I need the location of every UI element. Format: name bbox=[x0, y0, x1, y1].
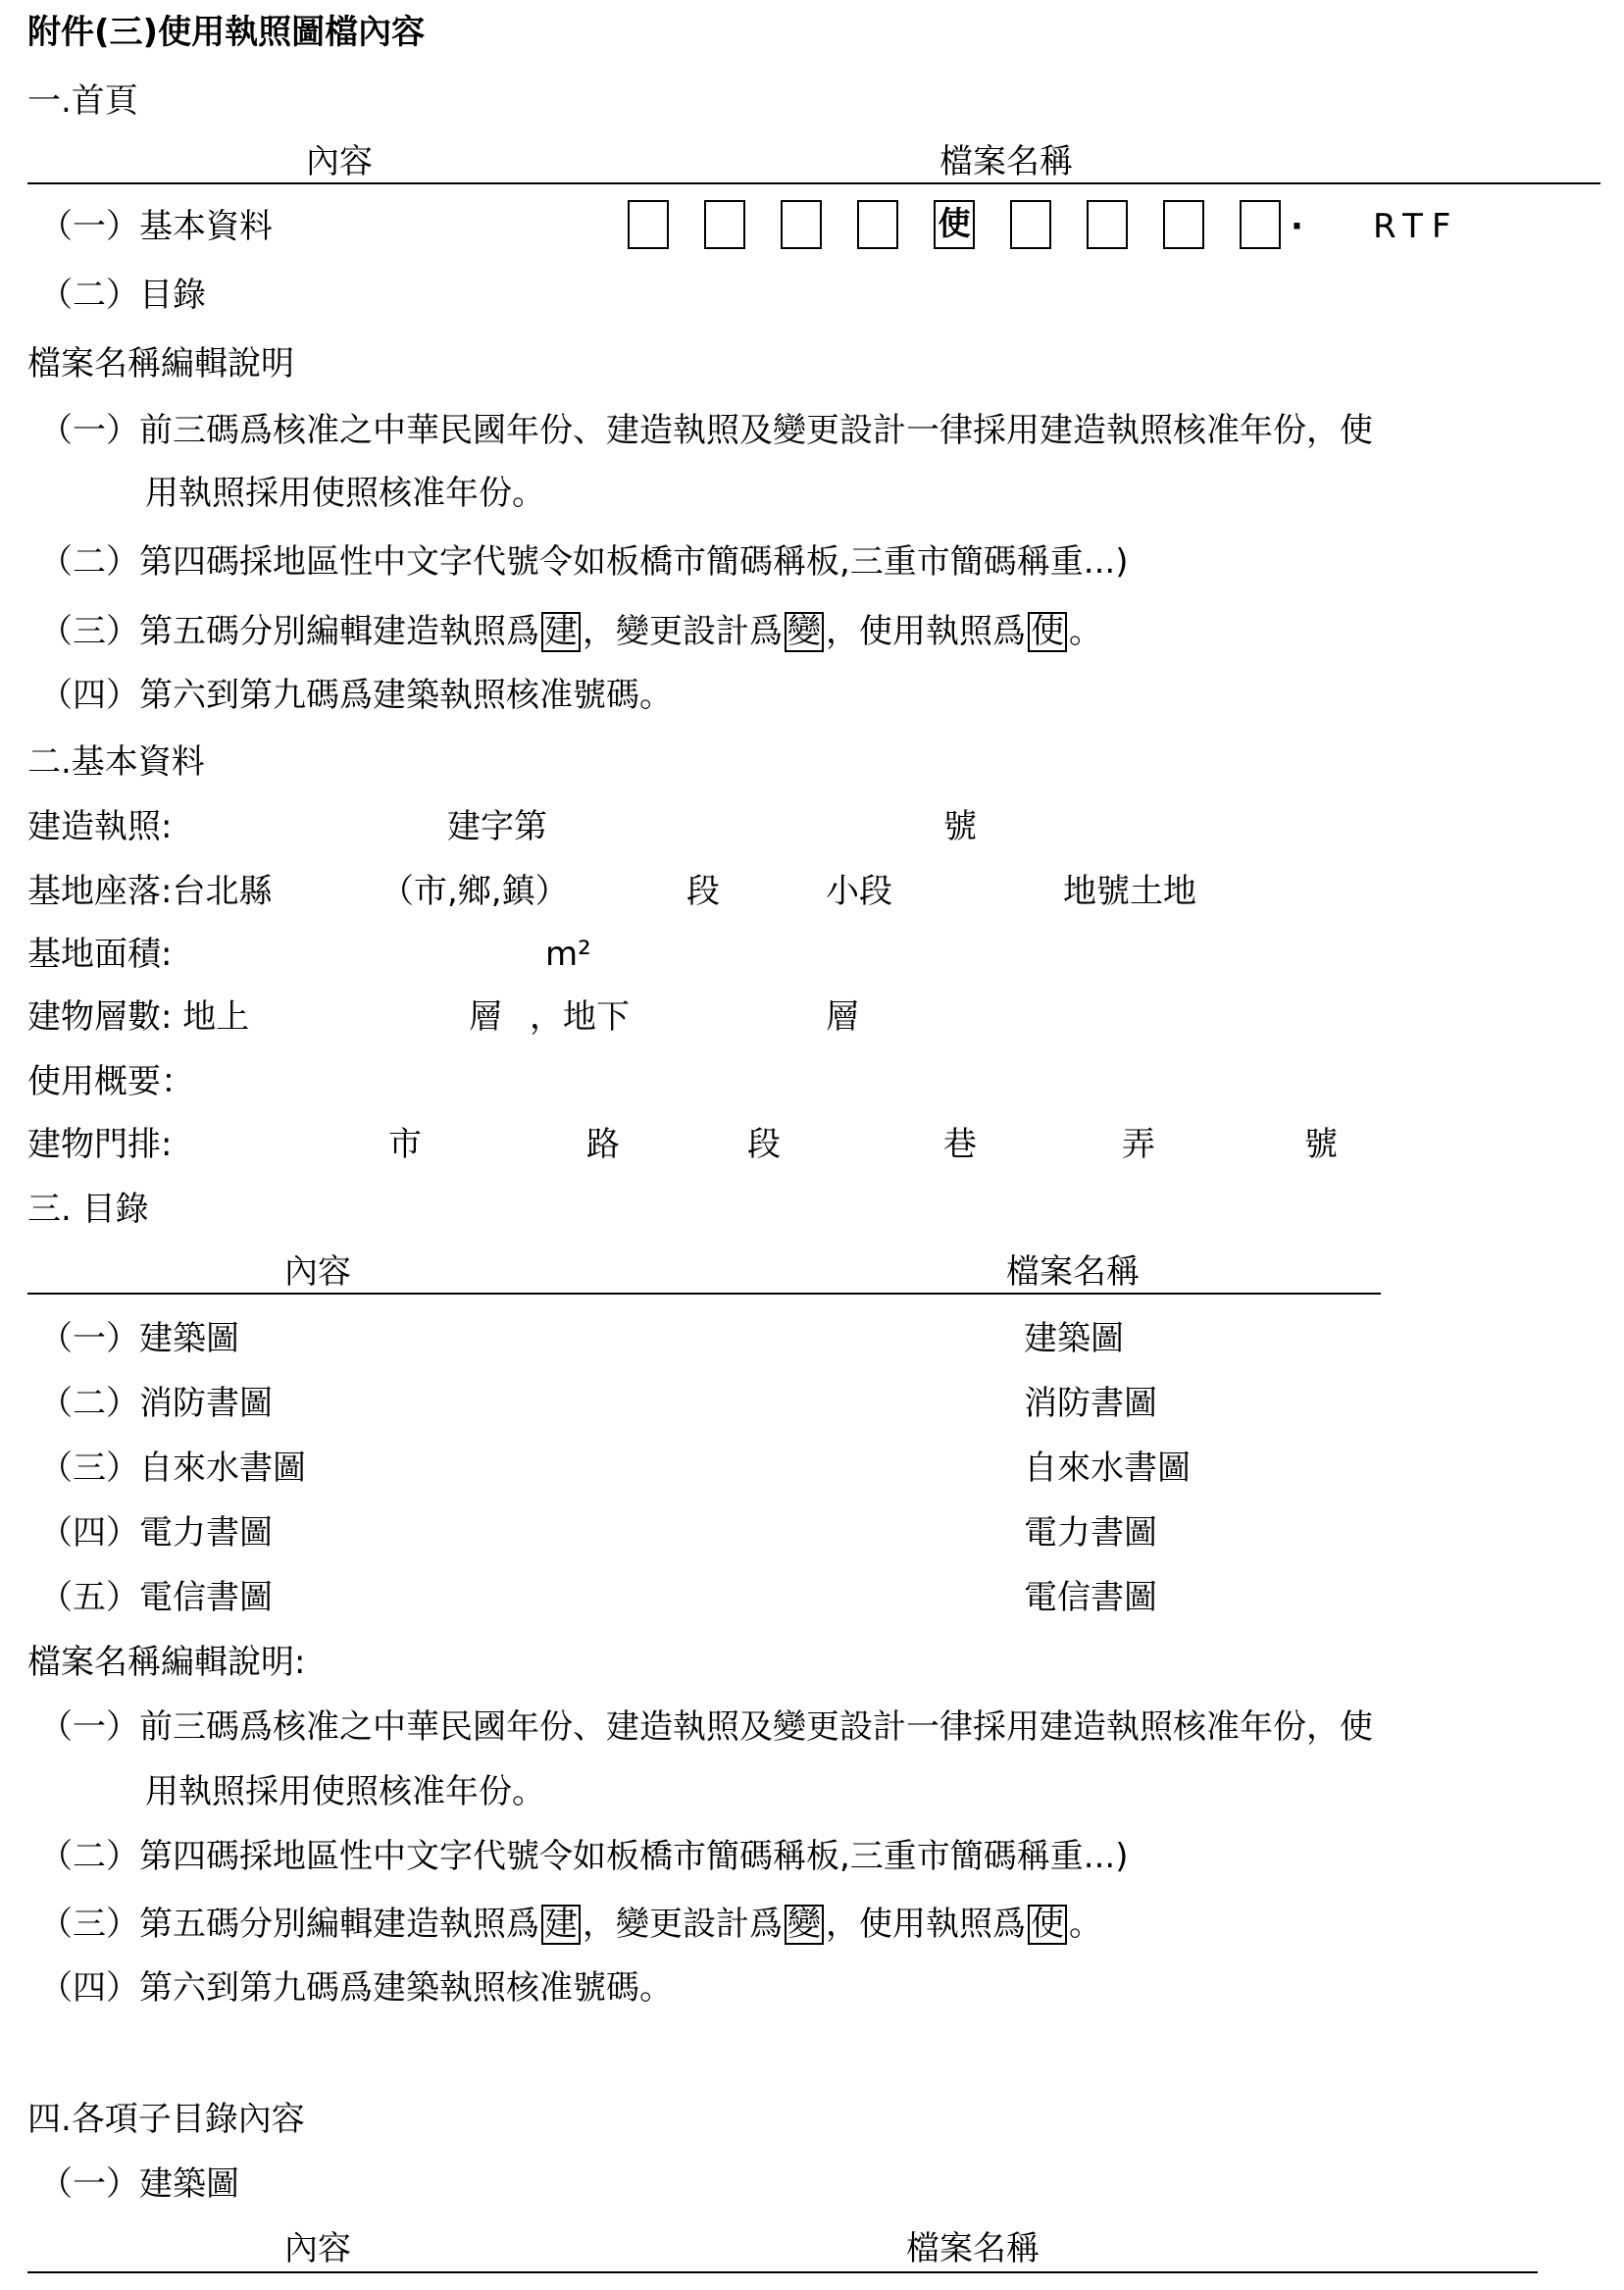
permit-no: 號 bbox=[943, 807, 977, 846]
addr-alley: 弄 bbox=[1122, 1125, 1155, 1164]
area-unit: m² bbox=[545, 935, 591, 974]
section1-note-1a: （一）前三碼爲核准之中華民國年份、建造執照及變更設計一律採用建造執照核准年份，使 bbox=[39, 411, 1373, 450]
toc-row-filename: 消防書圖 bbox=[1024, 1384, 1157, 1423]
code-box-change: 變 bbox=[785, 612, 824, 652]
code-box-use: 使 bbox=[1028, 1905, 1067, 1945]
section3-note-1a: （一）前三碼爲核准之中華民國年份、建造執照及變更設計一律採用建造執照核准年份，使 bbox=[39, 1707, 1373, 1747]
filename-box-8 bbox=[1163, 200, 1204, 249]
section3-heading: 三. 目錄 bbox=[27, 1190, 149, 1229]
permit-word: 建字第 bbox=[447, 807, 547, 846]
floors-above: 層 bbox=[469, 997, 502, 1037]
filename-box-9 bbox=[1240, 200, 1281, 249]
addr-city: 市 bbox=[388, 1125, 422, 1164]
addr-section: 段 bbox=[747, 1125, 781, 1164]
code-box-build: 建 bbox=[541, 1905, 581, 1945]
section3-notes-heading: 檔案名稱編輯說明: bbox=[27, 1643, 306, 1682]
section4-col-filename: 檔案名稱 bbox=[906, 2229, 1040, 2268]
code-box-use: 使 bbox=[1028, 612, 1067, 652]
toc-row-content: （五）電信書圖 bbox=[39, 1578, 273, 1617]
note-3-mid-text-2: ，使用執照爲 bbox=[826, 612, 1026, 651]
section1-row-toc: （二）目錄 bbox=[39, 276, 206, 315]
note-3-pre-text: （三）第五碼分別編輯建造執照爲 bbox=[39, 1905, 539, 1944]
toc-row-filename: 電力書圖 bbox=[1024, 1513, 1157, 1552]
addr-no: 號 bbox=[1304, 1125, 1338, 1164]
section1-row-basic: （一）基本資料 bbox=[39, 207, 273, 246]
filename-box-6 bbox=[1010, 200, 1051, 249]
note-3-mid-text-2: ，使用執照爲 bbox=[826, 1905, 1026, 1944]
section3-col-filename: 檔案名稱 bbox=[1006, 1252, 1140, 1292]
filename-dot: · bbox=[1291, 207, 1303, 246]
section1-note-2: （二）第四碼採地區性中文字代號令如板橋市簡碼稱板,三重市簡碼稱重...) bbox=[39, 542, 1129, 582]
addr-lane: 巷 bbox=[943, 1125, 977, 1164]
site-subsection: 小段 bbox=[826, 872, 892, 911]
note-3-end-text: 。 bbox=[1069, 1905, 1102, 1944]
page-title: 附件(三)使用執照圖檔內容 bbox=[27, 13, 426, 52]
section3-header-rule bbox=[27, 1293, 1381, 1295]
code-box-build: 建 bbox=[541, 612, 581, 652]
floors-below: 層 bbox=[826, 997, 859, 1037]
section3-note-1b: 用執照採用使照核准年份。 bbox=[145, 1772, 545, 1811]
filename-box-1 bbox=[628, 200, 669, 249]
usage-label: 使用概要： bbox=[27, 1062, 194, 1101]
section2-heading: 二.基本資料 bbox=[27, 742, 205, 782]
addr-road: 路 bbox=[586, 1125, 620, 1164]
section1-note-3 bbox=[39, 612, 1102, 652]
area-label: 基地面積: bbox=[27, 935, 173, 974]
section4-header-rule bbox=[27, 2271, 1538, 2273]
site-label: 基地座落:台北縣 bbox=[27, 872, 273, 911]
section4-sub: （一）建築圖 bbox=[39, 2164, 239, 2204]
note-3-mid-text-1: ，變更設計爲 bbox=[583, 612, 783, 651]
section1-heading: 一.首頁 bbox=[27, 81, 138, 121]
site-lot: 地號土地 bbox=[1063, 872, 1196, 911]
section1-note-4: （四）第六到第九碼爲建築執照核准號碼。 bbox=[39, 676, 673, 715]
filename-box-7 bbox=[1087, 200, 1128, 249]
toc-row-content: （二）消防書圖 bbox=[39, 1384, 273, 1423]
section4-col-content: 內容 bbox=[284, 2229, 351, 2268]
floors-under: ，地下 bbox=[530, 997, 630, 1037]
toc-row-filename: 建築圖 bbox=[1024, 1319, 1124, 1358]
note-3-pre-text: （三）第五碼分別編輯建造執照爲 bbox=[39, 612, 539, 651]
site-section: 段 bbox=[686, 872, 720, 911]
filename-ext: RTF bbox=[1373, 207, 1460, 246]
note-3-end-text: 。 bbox=[1069, 612, 1102, 651]
toc-row-content: （三）自來水書圖 bbox=[39, 1449, 306, 1488]
note-3-mid-text-1: ，變更設計爲 bbox=[583, 1905, 783, 1944]
toc-row-filename: 自來水書圖 bbox=[1024, 1449, 1191, 1488]
section3-note-3 bbox=[39, 1905, 1102, 1945]
toc-row-content: （四）電力書圖 bbox=[39, 1513, 273, 1552]
section1-header-rule bbox=[27, 182, 1600, 184]
section1-note-1b: 用執照採用使照核准年份。 bbox=[145, 474, 545, 513]
section3-col-content: 內容 bbox=[284, 1252, 351, 1292]
filename-box-4 bbox=[857, 200, 898, 249]
section4-heading: 四.各項子目錄內容 bbox=[27, 2100, 305, 2139]
toc-row-filename: 電信書圖 bbox=[1024, 1578, 1157, 1617]
filename-box-3 bbox=[781, 200, 822, 249]
filename-box-5: 使 bbox=[934, 200, 975, 249]
site-city: （市,鄉,鎮） bbox=[381, 872, 569, 911]
section3-note-4: （四）第六到第九碼爲建築執照核准號碼。 bbox=[39, 1968, 673, 2008]
section1-col-content: 內容 bbox=[306, 142, 373, 181]
code-box-change: 變 bbox=[785, 1905, 824, 1945]
section1-notes-heading: 檔案名稱編輯說明 bbox=[27, 344, 294, 383]
floors-label: 建物層數: 地上 bbox=[27, 997, 250, 1037]
permit-label: 建造執照: bbox=[27, 807, 173, 846]
section1-col-filename: 檔案名稱 bbox=[939, 142, 1073, 181]
filename-box-2 bbox=[704, 200, 745, 249]
section3-note-2: （二）第四碼採地區性中文字代號令如板橋市簡碼稱板,三重市簡碼稱重...) bbox=[39, 1837, 1129, 1876]
toc-row-content: （一）建築圖 bbox=[39, 1319, 239, 1358]
address-label: 建物門排: bbox=[27, 1125, 173, 1164]
